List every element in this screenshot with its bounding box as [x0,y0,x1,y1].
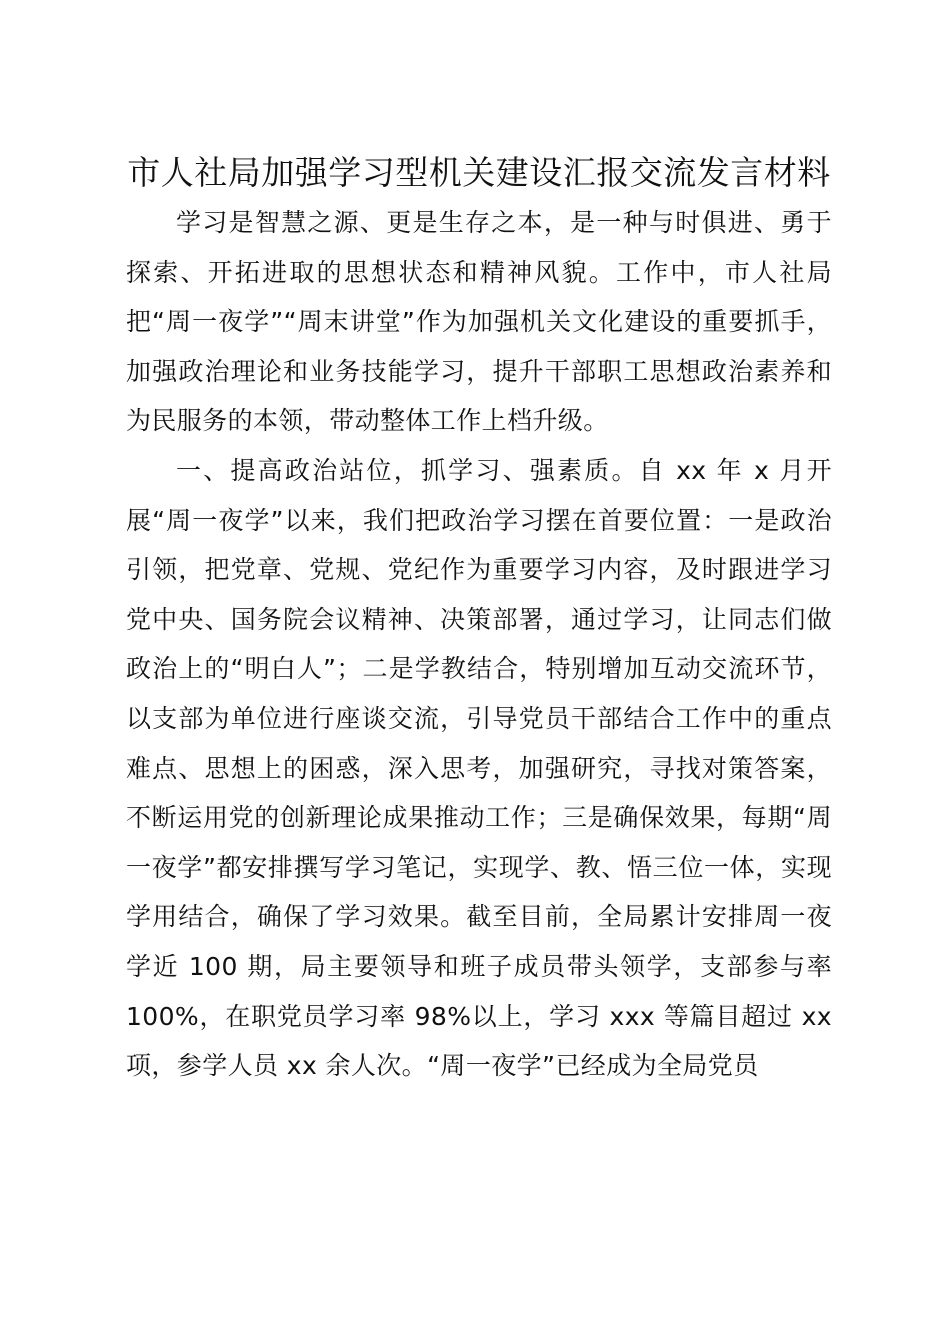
intro-paragraph: 学习是智慧之源、更是生存之本，是一种与时俱进、勇于探索、开拓进取的思想状态和精神风貌。工作中，市人社局把“周一夜学”“周末讲堂”作为加强机关文化建设的重要抓手，加强政治理论和业务技能学习，提升干部职工思想政治素养和为民服务的本领，带动整体工作上档升级。 [126,208,832,436]
section-one-paragraph: 一、提高政治站位，抓学习、强素质。自 xx 年 x 月开展“周一夜学”以来，我们把政治学习摆在首要位置：一是政治引领，把党章、党规、党纪作为重要学习内容，及时跟进学习党中央、国务院会议精神、决策部署，通过学习，让同志们做政治上的“明白人”；二是学教结合，特别增加互动交流环节，以支部为单位进行座谈交流，引导党员干部结合工作中的重点难点、思想上的困惑，深入思考，加强研究，寻找对策答案，不断运用党的创新理论成果推动工作；三是确保效果，每期“周一夜学”都安排撰写学习笔记，实现学、教、悟三位一体，实现学用结合，确保了学习效果。截至目前，全局累计安排周一夜学近 100 期，局主要领导和班子成员带头领学，支部参与率 100%，在职党员学习率 98%以上，学习 xxx 等篇目超过 xx 项，参学人员 xx 余人次。“周一夜学”已经成为全局党员 [126,455,832,1081]
document-title: 市人社局加强学习型机关建设汇报交流发言材料 [127,153,831,192]
